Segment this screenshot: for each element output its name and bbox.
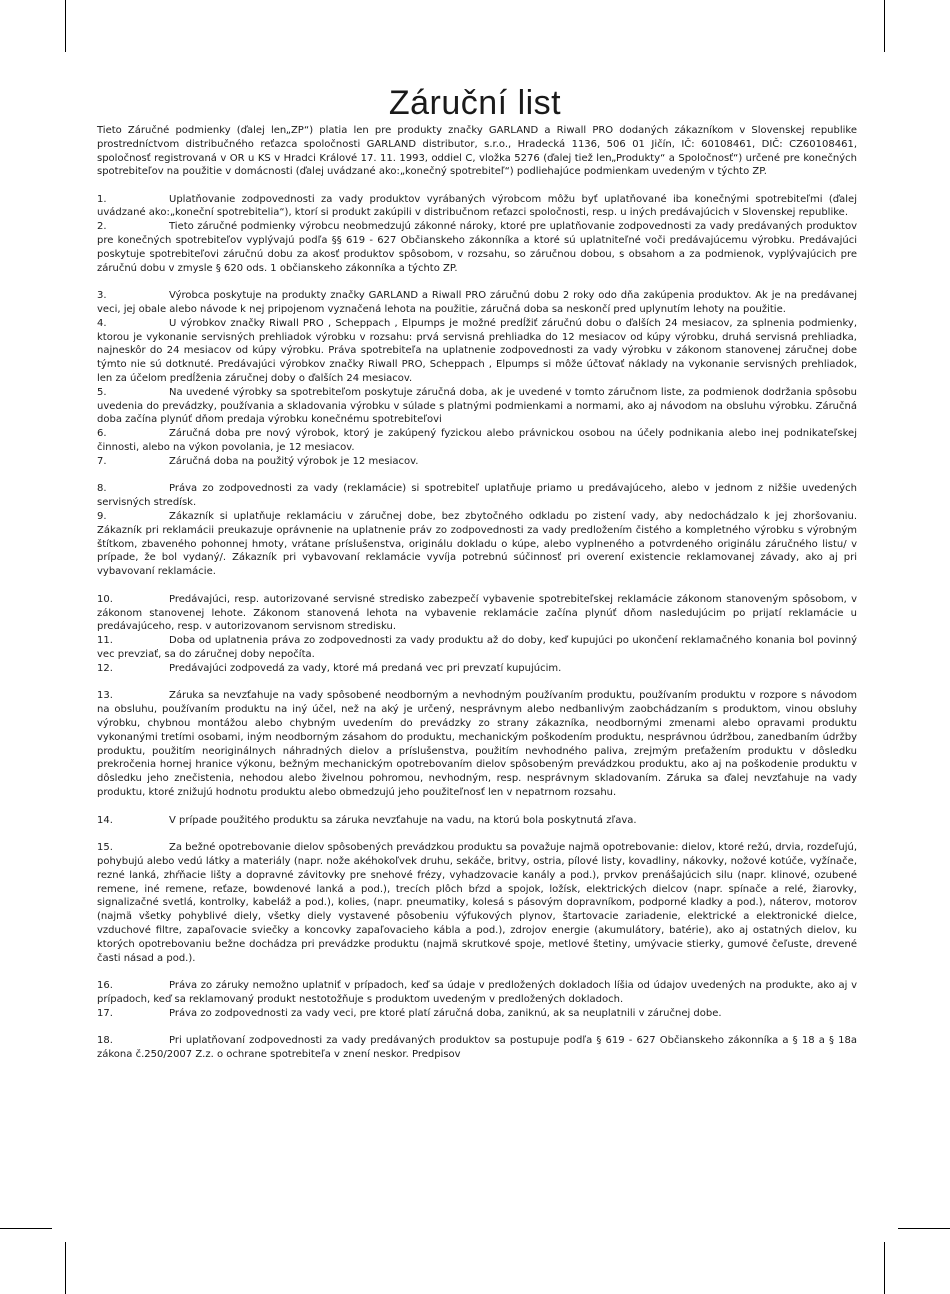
clause-number: 18. bbox=[97, 1035, 113, 1047]
clause-group bbox=[97, 593, 857, 676]
clause-item bbox=[97, 427, 857, 455]
clause-item bbox=[97, 634, 857, 662]
clause-number: 11. bbox=[97, 635, 113, 647]
clause-text: Za bežné opotrebovanie dielov spôsobených prevádzkou produktu sa považuje najmä opotrebovanie: dielov, ktoré režú, drvia, rozdeľujú, pohybujú alebo vedú látky a materiály (napr. nože akéhokoľvek druhu, sekáče, britvy, ostria, pílové listy, kovadliny, nákovky, nožové kotúče, vyžínače, rezné lanká, zhŕňacie lišty a dopravné závitovky pre snehové frézy, vyhadzovacie kanály a pod.), prvkov prenášajúcich silu (napr. klinové, ozubené remene, iné remene, reťaze, bowdenové lanká a pod.), trecích plôch bŕzd a spojok, ložísk, elektrických dielcov (napr. spínače a relé, žiarovky, signalizačné svetlá, kontrolky, kabeláž a pod.), kolies, (napr. pneumatiky, kolesá s pásovým dopravníkom, podporné kladky a pod.), náterov, motorov (najmä všetky pohyblivé diely, všetky diely vystavené pôsobeniu výfukových plynov, štartovacie zariadenie, elektrické a elektronické dielce, vzduchové filtre, zapaľovacie sviečky a koncovky zapaľovacieho kábla a pod.), zdrojov energie (akumulátory, batérie), ako aj ostatných dielov, ku ktorých opotrebovaniu bežne dochádza pri prevádzke produktu (najmä skrutkové spoje, metlové štetiny, umývacie stierky, gumové čeľuste, drevené časti násad a pod.). bbox=[97, 842, 857, 964]
clause-group bbox=[97, 814, 857, 828]
clause-item bbox=[97, 593, 857, 634]
clause-text: Pri uplatňovaní zodpovednosti za vady predávaných produktov sa postupuje podľa § 619 - 627 Občianskeho zákonníka a § 18 a § 18a zákona č.250/2007 Z.z. o ochrane spotrebiteľa v znení neskor. Predpisov bbox=[97, 1035, 857, 1061]
crop-mark-top-left bbox=[65, 0, 66, 52]
clause-group bbox=[97, 193, 857, 276]
document-body bbox=[97, 124, 857, 1076]
clause-text: Na uvedené výrobky sa spotrebiteľom poskytuje záručná doba, ak je uvedené v tomto záručnom liste, za podmienok dodržania spôsobu uvedenia do prevádzky, používania a skladovania výrobku v súlade s platnými podmienkami a normami, ako aj návodom na obsluhu výrobku. Záručná doba začína plynúť dňom predaja výrobku konečnému spotrebiteľovi bbox=[97, 386, 857, 426]
clause-item bbox=[97, 1007, 857, 1021]
clause-number: 16. bbox=[97, 980, 113, 992]
crop-mark-bottom-right-v bbox=[884, 1242, 885, 1294]
clause-text: U výrobkov značky Riwall PRO , Scheppach , Elpumps je možné predĺžiť záručnú dobu o ďalších 24 mesiacov, za splnenia podmienky, ktorou je vykonanie servisných prehliadok výrobku v rozsahu: prvá servisná prehliadka do 12 mesiacov od kúpy výrobku, druhá servisná prehliadka, najneskôr do 24 mesiacov od kúpy výrobku. Práva spotrebiteľa na uplatnenie zodpovednosti za vady výrobku v zákonom stanovenej záručnej dobe týmto nie sú dotknuté. Predávajúci výrobkov značky Riwall PRO, Scheppach , Elpumps si môže účtovať náklady na vykonanie servisných prehliadok, len za účelom predĺženia záručnej doby o ďalších 24 mesiacov. bbox=[97, 317, 857, 385]
crop-mark-bottom-right-h bbox=[898, 1228, 950, 1229]
clause-group bbox=[97, 841, 857, 965]
clause-text: Práva zo zodpovednosti za vady (reklamácie) si spotrebiteľ uplatňuje priamo u predávajúceho, alebo v jednom z nižšie uvedených servisných stredísk. bbox=[97, 483, 857, 509]
clause-number: 7. bbox=[97, 455, 107, 467]
clause-number: 5. bbox=[97, 386, 107, 398]
clause-text: Uplatňovanie zodpovednosti za vady produktov vyrábaných výrobcom môžu byť uplatňované iba konečnými spotrebiteľmi (ďalej uvádzané ako:„koneční spotrebitelia“), ktorí si produkt zakúpili v distribučnom reťazci spoločnosti, resp. u iných predávajúcich v Slovenskej republike. bbox=[97, 193, 857, 219]
clause-item bbox=[97, 193, 857, 221]
clause-group bbox=[97, 979, 857, 1020]
intro-paragraph: Tieto Záručné podmienky (ďalej len„ZP“) platia len pre produkty značky GARLAND a Riwall PRO dodaných zákazníkom v Slovenskej republike prostredníctvom distribučného reťazca spoločnosti GARLAND distributor, s.r.o., Hradecká 1136, 506 01 Jičín, IČ: 60108461, DIČ: CZ60108461, spoločnosť registrovaná v OR u KS v Hradci Králové 17. 11. 1993, oddiel C, vložka 5276 (ďalej tiež len„Produkty“ a Spoločnosť“) určené pre konečných spotrebiteľov na použitie v domácnosti (ďalej uvádzané ako:„konečný spotrebiteľ“) podliehajúce podmienkam uvedeným v týchto ZP. bbox=[97, 125, 857, 178]
clause-number: 6. bbox=[97, 428, 107, 440]
clauses-list bbox=[97, 193, 857, 1062]
clause-text: Práva zo záruky nemožno uplatniť v prípadoch, keď sa údaje v predložených dokladoch líšia od údajov uvedených na produkte, ako aj v prípadoch, keď sa reklamovaný produkt nestotožňuje s produktom uvedeným v predložených dokladoch. bbox=[97, 980, 857, 1005]
clause-item bbox=[97, 386, 857, 427]
clause-item bbox=[97, 455, 857, 469]
clause-item bbox=[97, 317, 857, 386]
clause-number: 8. bbox=[97, 483, 107, 495]
clause-item bbox=[97, 689, 857, 799]
clause-item bbox=[97, 510, 857, 579]
clause-number: 9. bbox=[97, 511, 107, 523]
crop-mark-bottom-left-v bbox=[65, 1242, 66, 1294]
clause-group bbox=[97, 689, 857, 799]
clause-number: 13. bbox=[97, 690, 113, 702]
crop-mark-bottom-left-h bbox=[0, 1228, 52, 1229]
clause-item bbox=[97, 814, 857, 828]
clause-item bbox=[97, 662, 857, 676]
clause-number: 10. bbox=[97, 593, 113, 605]
clause-item bbox=[97, 1034, 857, 1062]
clause-number: 17. bbox=[97, 1007, 113, 1019]
clause-text: Záručná doba pre nový výrobok, ktorý je zakúpený fyzickou alebo právnickou osobou na účely podnikania alebo inej podnikateľskej činnosti, alebo na výkon povolania, je 12 mesiacov. bbox=[97, 428, 857, 454]
clause-number: 14. bbox=[97, 814, 113, 826]
clause-text: Záruka sa nevzťahuje na vady spôsobené neodborným a nevhodným používaním produktu, používaním produktu v rozpore s návodom na obsluhu, používaním produktu na iný účel, než na aký je určený, nesprávnym alebo nedbanlivým zaobchádzaním s produktom, vinou obsluhy výrobku, chybnou montážou alebo chybným uvedením do prevádzky zo strany zákazníka, neodbornými zmenami alebo opravami produktu vykonanými tretími osobami, iným neodborným zásahom do produktu, mechanickým poškodením produktu, nesprávnou údržbou, zanedbaním údržby produktu, použitím neoriginálnych náhradných dielov a príslušenstva, použitím nevhodného paliva, zrejmým preťažením produktu v dôsledku prekročenia hornej hranice výkonu, bežným mechanickým opotrebovaním dielov spôsobeným prevádzkou produktu, ako aj na poškodenie produktu v dôsledku jeho znečistenia, nehodou alebo živelnou pohromou, nevhodným, resp. nesprávnym skladovaním. Záruka sa ďalej nevzťahuje na vady produktu, ktoré znižujú hodnotu produktu alebo obmedzujú jeho použiteľnosť len v nepatrnom rozsahu. bbox=[97, 690, 857, 798]
clause-item bbox=[97, 841, 857, 965]
clause-item bbox=[97, 482, 857, 510]
page-title: Záruční list bbox=[388, 84, 562, 122]
clause-number: 4. bbox=[97, 317, 107, 329]
clause-number: 15. bbox=[97, 842, 113, 854]
clause-number: 2. bbox=[97, 221, 107, 233]
clause-group bbox=[97, 482, 857, 579]
clause-number: 1. bbox=[97, 193, 107, 205]
clause-text: Zákazník si uplatňuje reklamáciu v záručnej dobe, bez zbytočného odkladu po zistení vady, aby nedochádzalo k jej zhoršovaniu. Zákazník pri reklamácii preukazuje oprávnenie na uplatnenie práv zo zodpovednosti za vady predložením čistého a kompletného výrobku s výrobným štítkom, zbaveného pohonnej hmoty, vrátane príslušenstva, originálu dokladu o kúpe, alebo vyplneného a potvrdeného originálu záručného listu/ v prípade, že bol vydaný/. Zákazník pri vybavovaní reklamácie vyvíja potrebnú súčinnosť pri overení existencie reklamovanej závady, ako aj pri vybavovaní reklamácie. bbox=[97, 511, 857, 578]
clause-text: Predávajúci zodpovedá za vady, ktoré má predaná vec pri prevzatí kupujúcim. bbox=[169, 662, 562, 674]
clause-text: Práva zo zodpovednosti za vady veci, pre ktoré platí záručná doba, zaniknú, ak sa neuplatnili v záručnej dobe. bbox=[169, 1007, 722, 1019]
clause-text: Výrobca poskytuje na produkty značky GARLAND a Riwall PRO záručnú dobu 2 roky odo dňa zakúpenia produktov. Ak je na predávanej veci, jej obale alebo návode k nej pripojenom vyznačená lehota na použitie, záručná doba sa neskončí pred uplynutím lehoty na použitie. bbox=[97, 290, 857, 316]
clause-item bbox=[97, 289, 857, 317]
clause-item bbox=[97, 979, 857, 1007]
clause-text: Tieto záručné podmienky výrobcu neobmedzujú zákonné nároky, ktoré pre uplatňovanie zodpovednosti za vady predávaných produktov pre konečných spotrebiteľov vyplývajú podľa §§ 619 - 627 Občianskeho zákonníka a ktoré sú uplatniteľné voči predávajúcemu výrobku. Predávajúci poskytuje spotrebiteľovi záručnú dobu za akosť produktov spôsobom, v rozsahu, so záručnou dobou, s obsahom a za podmienok, vyplývajúcich pre záručnú dobu v zmysle § 620 ods. 1 občianskeho zákonníka a týchto ZP. bbox=[97, 221, 857, 274]
clause-number: 3. bbox=[97, 290, 107, 302]
clause-number: 12. bbox=[97, 662, 113, 674]
clause-group bbox=[97, 1034, 857, 1062]
clause-group bbox=[97, 289, 857, 468]
clause-item bbox=[97, 220, 857, 275]
clause-text: Záručná doba na použitý výrobok je 12 mesiacov. bbox=[169, 455, 419, 467]
clause-text: Doba od uplatnenia práva zo zodpovednosti za vady produktu až do doby, keď kupujúci po ukončení reklamačného konania bol povinný vec prevziať, sa do záručnej doby nepočíta. bbox=[97, 635, 857, 660]
clause-text: Predávajúci, resp. autorizované servisné stredisko zabezpečí vybavenie spotrebiteľskej reklamácie zákonom stanoveným spôsobom, v zákonom stanovenej lehote. Zákonom stanovená lehota na vybavenie reklamácie začína plynúť dňom nasledujúcim po prijatí reklamácie u predávajúceho, resp. v autorizovanom servisnom stredisku. bbox=[97, 593, 857, 633]
crop-mark-top-right bbox=[884, 0, 885, 52]
clause-text: V prípade použitého produktu sa záruka nevzťahuje na vadu, na ktorú bola poskytnutá zľava. bbox=[169, 814, 637, 826]
